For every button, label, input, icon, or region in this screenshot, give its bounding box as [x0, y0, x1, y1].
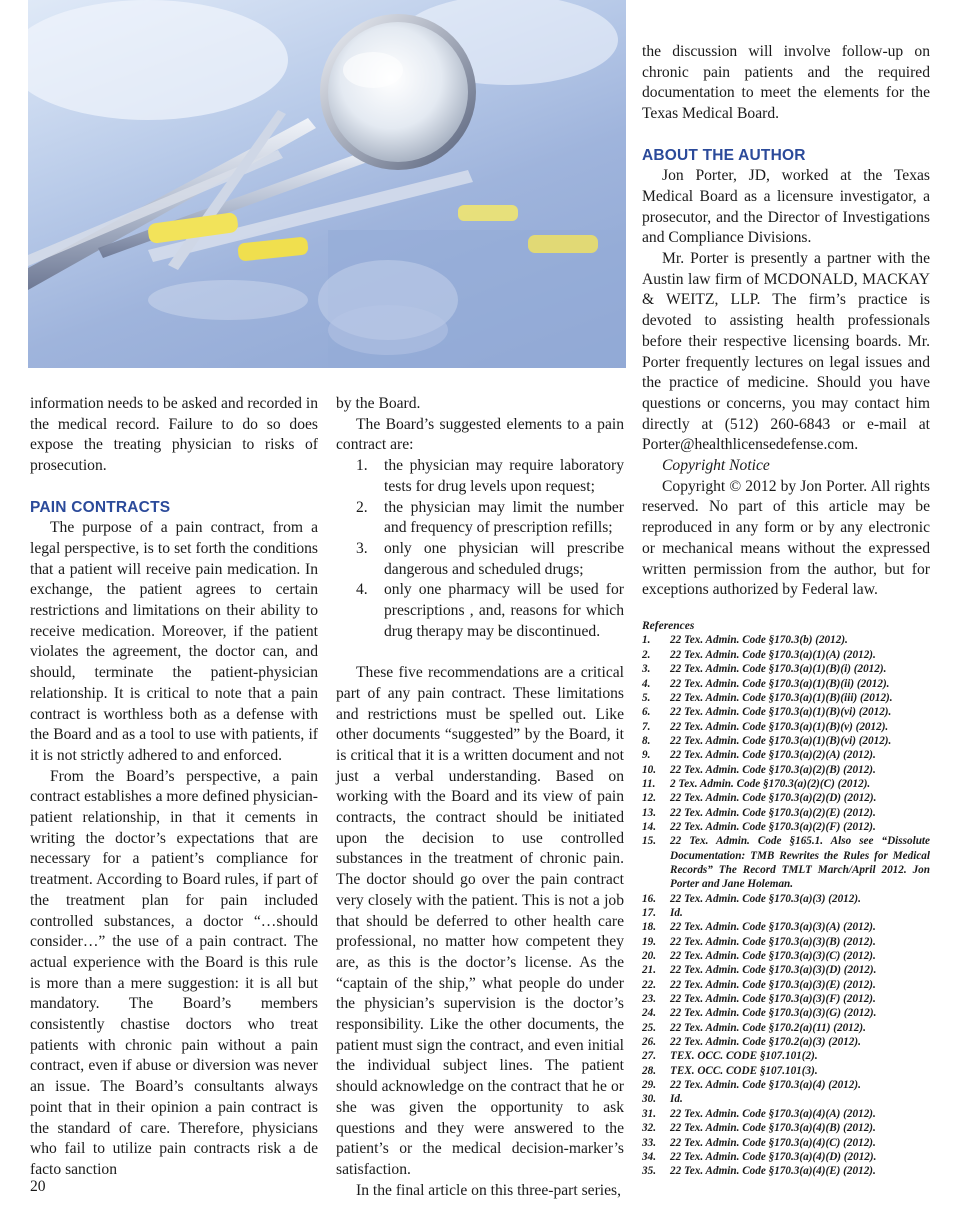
reference-item: 33. 22 Tex. Admin. Code §170.3(a)(4)(C) (2012). [642, 1136, 876, 1149]
reference-item: 34. 22 Tex. Admin. Code §170.3(a)(4)(D) (2012). [642, 1150, 877, 1163]
reference-item: 1. 22 Tex. Admin. Code §170.3(b) (2012). [642, 634, 848, 647]
col1-paragraph-1: information needs to be asked and recorded in the medical record. Failure to do so does expose the treating physician to risks of prosecution. [30, 395, 318, 475]
reference-item: 15. 22 Tex. Admin. Code §165.1. Also see “Dissolute Documentation: TMB Rewrites the Rules for Medical Records” The Record TMLT March/April 2012. Jon Porter and Jane Holeman. [642, 835, 930, 891]
reference-item: 10. 22 Tex. Admin. Code §170.3(a)(2)(B) (2012). [642, 763, 876, 776]
reference-item: 28. TEX. OCC. CODE §107.101(3). [642, 1064, 818, 1077]
references-list [642, 633, 930, 1178]
reference-item: 14. 22 Tex. Admin. Code §170.3(a)(2)(F) (2012). [642, 820, 876, 833]
reference-item: 3. 22 Tex. Admin. Code §170.3(a)(1)(B)(i) (2012). [642, 663, 887, 676]
list-item: 1. the physician may require laboratory tests for drug levels upon request; [356, 457, 624, 495]
reference-item: 13. 22 Tex. Admin. Code §170.3(a)(2)(E) (2012). [642, 806, 876, 819]
page-number: 20 [30, 1178, 46, 1195]
col2-paragraph-1: by the Board. [336, 395, 421, 412]
reference-item: 24. 22 Tex. Admin. Code §170.3(a)(3)(G) (2012). [642, 1007, 877, 1020]
reference-item: 35. 22 Tex. Admin. Code §170.3(a)(4)(E) (2012). [642, 1165, 876, 1178]
reference-item: 29. 22 Tex. Admin. Code §170.3(a)(4) (2012). [642, 1079, 861, 1092]
reference-item: 23. 22 Tex. Admin. Code §170.3(a)(3)(F) (2012). [642, 993, 876, 1006]
col1-paragraph-2: The purpose of a pain contract, from a legal perspective, is to set forth the conditions that a patient will receive pain medication. In exchange, the patient agrees to certain restrictions and limitations on their ability to receive medication. Moreover, if the patient violates the agreement, the doctor can, and should, terminate the patient-physician relationship. It is critical to note that a pain contract is worthless both as a defense with the Board and as a tool to use with patients, if it is not strictly adhered to and enforced. [30, 519, 318, 764]
reference-item: 22. 22 Tex. Admin. Code §170.3(a)(3)(E) (2012). [642, 978, 876, 991]
reference-item: 26. 22 Tex. Admin. Code §170.2(a)(3) (2012). [642, 1036, 861, 1049]
reference-item: 31. 22 Tex. Admin. Code §170.3(a)(4)(A) (2012). [642, 1107, 876, 1120]
reference-item: 8. 22 Tex. Admin. Code §170.3(a)(1)(B)(vi) (2012). [642, 734, 892, 747]
col3-paragraph-3: Mr. Porter is presently a partner with the Austin law firm of MCDONALD, MACKAY & WEITZ, LLP. The firm’s practice is devoted to assisting health professionals before their respective licensing boards. Mr. Porter frequently lectures on legal issues and the practice of medicine. Should you have questions or concerns, you may contact him directly at (512) 260-6843 or e-mail at Porter@healthlicensedefense.com. [642, 250, 930, 454]
reference-item: 6. 22 Tex. Admin. Code §170.3(a)(1)(B)(vi) (2012). [642, 706, 892, 719]
reference-item: 32. 22 Tex. Admin. Code §170.3(a)(4)(B) (2012). [642, 1122, 876, 1135]
column-3 [642, 42, 930, 1179]
reference-item: 5. 22 Tex. Admin. Code §170.3(a)(1)(B)(iii) (2012). [642, 691, 893, 704]
column-1 [30, 394, 318, 1181]
reference-item: 20. 22 Tex. Admin. Code §170.3(a)(3)(C) (2012). [642, 950, 876, 963]
reference-item: 12. 22 Tex. Admin. Code §170.3(a)(2)(D) (2012). [642, 792, 877, 805]
heading-pain-contracts: PAIN CONTRACTS [30, 498, 171, 516]
reference-item: 7. 22 Tex. Admin. Code §170.3(a)(1)(B)(v) (2012). [642, 720, 889, 733]
reference-item: 27. TEX. OCC. CODE §107.101(2). [642, 1050, 818, 1063]
col3-paragraph-2: Jon Porter, JD, worked at the Texas Medical Board as a licensure investigator, a prosecutor, and the Director of Investigations and Compliance Divisions. [642, 167, 930, 247]
copyright-notice-title: Copyright Notice [662, 457, 770, 475]
list-item: 3. only one physician will prescribe dangerous and scheduled drugs; [356, 539, 624, 578]
list-item: 2. the physician may limit the number and frequency of prescription refills; [356, 498, 624, 537]
reference-item: 25. 22 Tex. Admin. Code §170.2(a)(11) (2012). [642, 1021, 866, 1034]
pain-contract-elements-list [336, 456, 624, 642]
column-2 [336, 394, 624, 1201]
reference-item: 9. 22 Tex. Admin. Code §170.3(a)(2)(A) (2012). [642, 749, 876, 762]
list-item: 4. only one pharmacy will be used for prescriptions , and, reasons for which drug therapy may be discontinued. [356, 581, 624, 640]
reference-item: 18. 22 Tex. Admin. Code §170.3(a)(3)(A) (2012). [642, 921, 876, 934]
reference-item: 30. Id. [642, 1093, 683, 1106]
article-photo [28, 0, 626, 368]
dental-mirror-illustration [28, 0, 626, 368]
col2-paragraph-3: These five recommendations are a critical part of any pain contract. These limitations and restrictions must be spelled out. Like other documents “suggested” by the Board, it is critical that it is a written document and not just a verbal understanding. Based on working with the Board and its view of pain contracts, the contract should be initiated upon the decision to use controlled substances in the treatment of chronic pain. The doctor should go over the pain contract very closely with the patient. This is not a job that should be deferred to other health care professional, no matter how competent they are, as this is the doctor’s license. As the “captain of the ship,” what people do under the physician’s supervision is the doctor’s responsibility. Like the other documents, the patient must sign the contract, and even initial the individual subject lines. The patient should acknowledge on the contract that he or she was given the opportunity to ask questions and they were answered to the patient’s or the medical decision-marker’s satisfaction. [336, 664, 624, 1178]
reference-item: 11. 2 Tex. Admin. Code §170.3(a)(2)(C) (2012). [642, 777, 871, 790]
col3-paragraph-1: the discussion will involve follow-up on chronic pain patients and the required documentation to meet the elements for the Texas Medical Board. [642, 43, 930, 123]
col3-paragraph-4: Copyright © 2012 by Jon Porter. All rights reserved. No part of this article may be reproduced in any form or by any electronic or mechanical means without the expressed written permission from the author, but for exceptions authorized by Federal law. [642, 477, 930, 599]
col2-paragraph-2: The Board’s suggested elements to a pain contract are: [336, 415, 624, 454]
reference-item: 2. 22 Tex. Admin. Code §170.3(a)(1)(A) (2012). [642, 648, 876, 661]
col2-paragraph-4: In the final article on this three-part series, [356, 1181, 621, 1199]
references-title: References [642, 619, 695, 632]
reference-item: 19. 22 Tex. Admin. Code §170.3(a)(3)(B) (2012). [642, 935, 876, 948]
reference-item: 17. Id. [642, 907, 683, 919]
col1-paragraph-3: From the Board’s perspective, a pain contract establishes a more defined physician-patient relationship, in that it cements in writing the doctor’s expectations that are necessary for a patient’s compliance for treatment. According to Board rules, if part of the treatment plan for pain included controlled substances, a doctor “…should consider…” the use of a pain contract. The actual experience with the Board is this rule is more than a mere suggestion: it is all but mandatory. The Board’s members consistently chastise doctors who treat patients with chronic pain without a pain contract, even if abuse or diversion was never an issue. The Board’s consultants always point that in their opinion a pain contract is the standard of care. Therefore, physicians who fail to utilize pain contracts risk a de facto sanction [30, 767, 318, 1178]
reference-item: 16. 22 Tex. Admin. Code §170.3(a)(3) (2012). [642, 892, 861, 905]
reference-item: 4. 22 Tex. Admin. Code §170.3(a)(1)(B)(ii) (2012). [642, 677, 890, 690]
heading-about-the-author: ABOUT THE AUTHOR [642, 146, 806, 164]
reference-item: 21. 22 Tex. Admin. Code §170.3(a)(3)(D) (2012). [642, 964, 877, 977]
